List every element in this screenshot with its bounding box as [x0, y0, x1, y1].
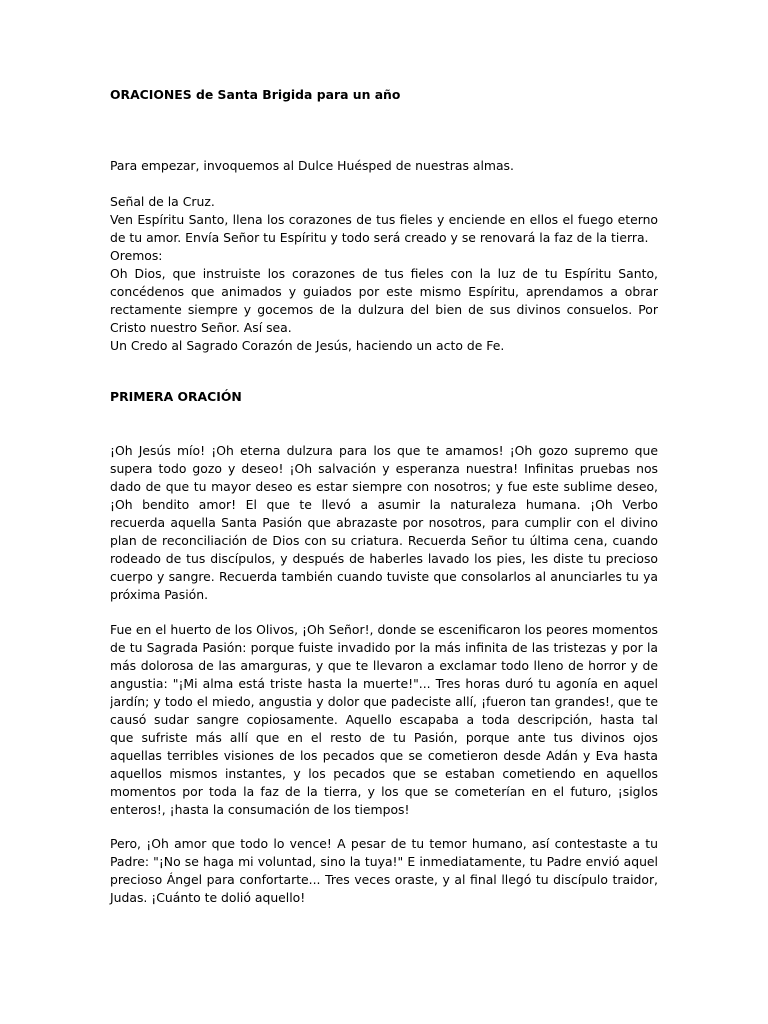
paragraph-2-line: enteros!, ¡hasta la consumación de los tiempos!	[110, 802, 410, 817]
intro-line: concédenos que animados y guiados por este mismo Espíritu, aprendamos a obrar	[110, 284, 658, 299]
paragraph-2-line: jardín; y todo el miedo, angustia y dolor que padeciste allí, ¡fueron tan grandes!, que te	[110, 694, 658, 709]
intro-line: Ven Espíritu Santo, llena los corazones de tus fieles y enciende en ellos el fuego eterno	[110, 212, 658, 227]
paragraph-3-line: Judas. ¡Cuánto te dolió aquello!	[110, 890, 306, 905]
paragraph-3-line: Pero, ¡Oh amor que todo lo vence! A pesar de tu temor humano, así contestaste a tu	[110, 836, 658, 851]
paragraph-1-line: dado de que tu mayor deseo es estar siempre con nosotros; y fue este sublime deseo,	[110, 479, 658, 494]
paragraph-1-line: ¡Oh bendito amor! El que te llevó a asumir la naturaleza humana. ¡Oh Verbo	[110, 497, 658, 512]
paragraph-1-line: cuerpo y sangre. Recuerda también cuando tuviste que consolarlos al anunciarles tu ya	[110, 569, 658, 584]
paragraph-2-line: de tu Sagrada Pasión: porque fuiste invadido por la más infinita de las tristezas y por la	[110, 640, 658, 655]
paragraph-2-line: momentos por toda la faz de la tierra, y los que se cometerían en el futuro, ¡siglos	[110, 784, 658, 799]
paragraph-2-line: que sufriste más allí que en el resto de tu Pasión, porque ante tus divinos ojos	[110, 730, 658, 745]
intro-line: rectamente siempre y gocemos de la dulzura del bien de sus divinos consuelos. Por	[110, 302, 658, 317]
paragraph-1-line: supera todo gozo y deseo! ¡Oh salvación y esperanza nuestra! Infinitas pruebas nos	[110, 461, 658, 476]
paragraph-2-line: Fue en el huerto de los Olivos, ¡Oh Señor!, donde se escenificaron los peores momentos	[110, 622, 658, 637]
document-title: ORACIONES de Santa Brigida para un año	[110, 87, 401, 102]
intro-line-invocation: Para empezar, invoquemos al Dulce Huésped de nuestras almas.	[110, 158, 514, 173]
paragraph-1-line: ¡Oh Jesús mío! ¡Oh eterna dulzura para los que te amamos! ¡Oh gozo supremo que	[110, 443, 658, 458]
intro-line-oremos: Oremos:	[110, 248, 163, 263]
paragraph-1-line: rodeado de tus discípulos, y después de haberles lavado los pies, les diste tu precioso	[110, 551, 658, 566]
paragraph-2-line: aquellas terribles visiones de los pecados que se cometieron desde Adán y Eva hasta	[110, 748, 658, 763]
paragraph-1-line: próxima Pasión.	[110, 587, 209, 602]
paragraph-3-line: precioso Ángel para confortarte... Tres veces oraste, y al final llegó tu discípulo traidor,	[110, 872, 658, 887]
paragraph-1-line: plan de reconciliación de Dios con su criatura. Recuerda Señor tu última cena, cuando	[110, 533, 658, 548]
section-heading: PRIMERA ORACIÓN	[110, 389, 242, 404]
paragraph-2-line: aquellos mismos instantes, y los pecados que se estaban cometiendo en aquellos	[110, 766, 658, 781]
paragraph-1-line: recuerda aquella Santa Pasión que abrazaste por nosotros, para cumplir con el divino	[110, 515, 658, 530]
intro-line: Oh Dios, que instruiste los corazones de tus fieles con la luz de tu Espíritu Santo,	[110, 266, 658, 281]
paragraph-2-line: angustia: "¡Mi alma está triste hasta la muerte!"... Tres horas duró tu agonía en aquel	[110, 676, 658, 691]
paragraph-3-line: Padre: "¡No se haga mi voluntad, sino la tuya!" E inmediatamente, tu Padre envió aquel	[110, 854, 658, 869]
intro-line-credo: Un Credo al Sagrado Corazón de Jesús, haciendo un acto de Fe.	[110, 338, 505, 353]
intro-line: Cristo nuestro Señor. Así sea.	[110, 320, 292, 335]
paragraph-2-line: más dolorosa de las amarguras, y que te llevaron a exclamar todo lleno de horror y de	[110, 658, 658, 673]
intro-line-sign-of-cross: Señal de la Cruz.	[110, 194, 215, 209]
paragraph-2-line: causó sudar sangre copiosamente. Aquello escapaba a toda descripción, hasta tal	[110, 712, 658, 727]
intro-line: de tu amor. Envía Señor tu Espíritu y todo será creado y se renovará la faz de la tierra.	[110, 230, 649, 245]
